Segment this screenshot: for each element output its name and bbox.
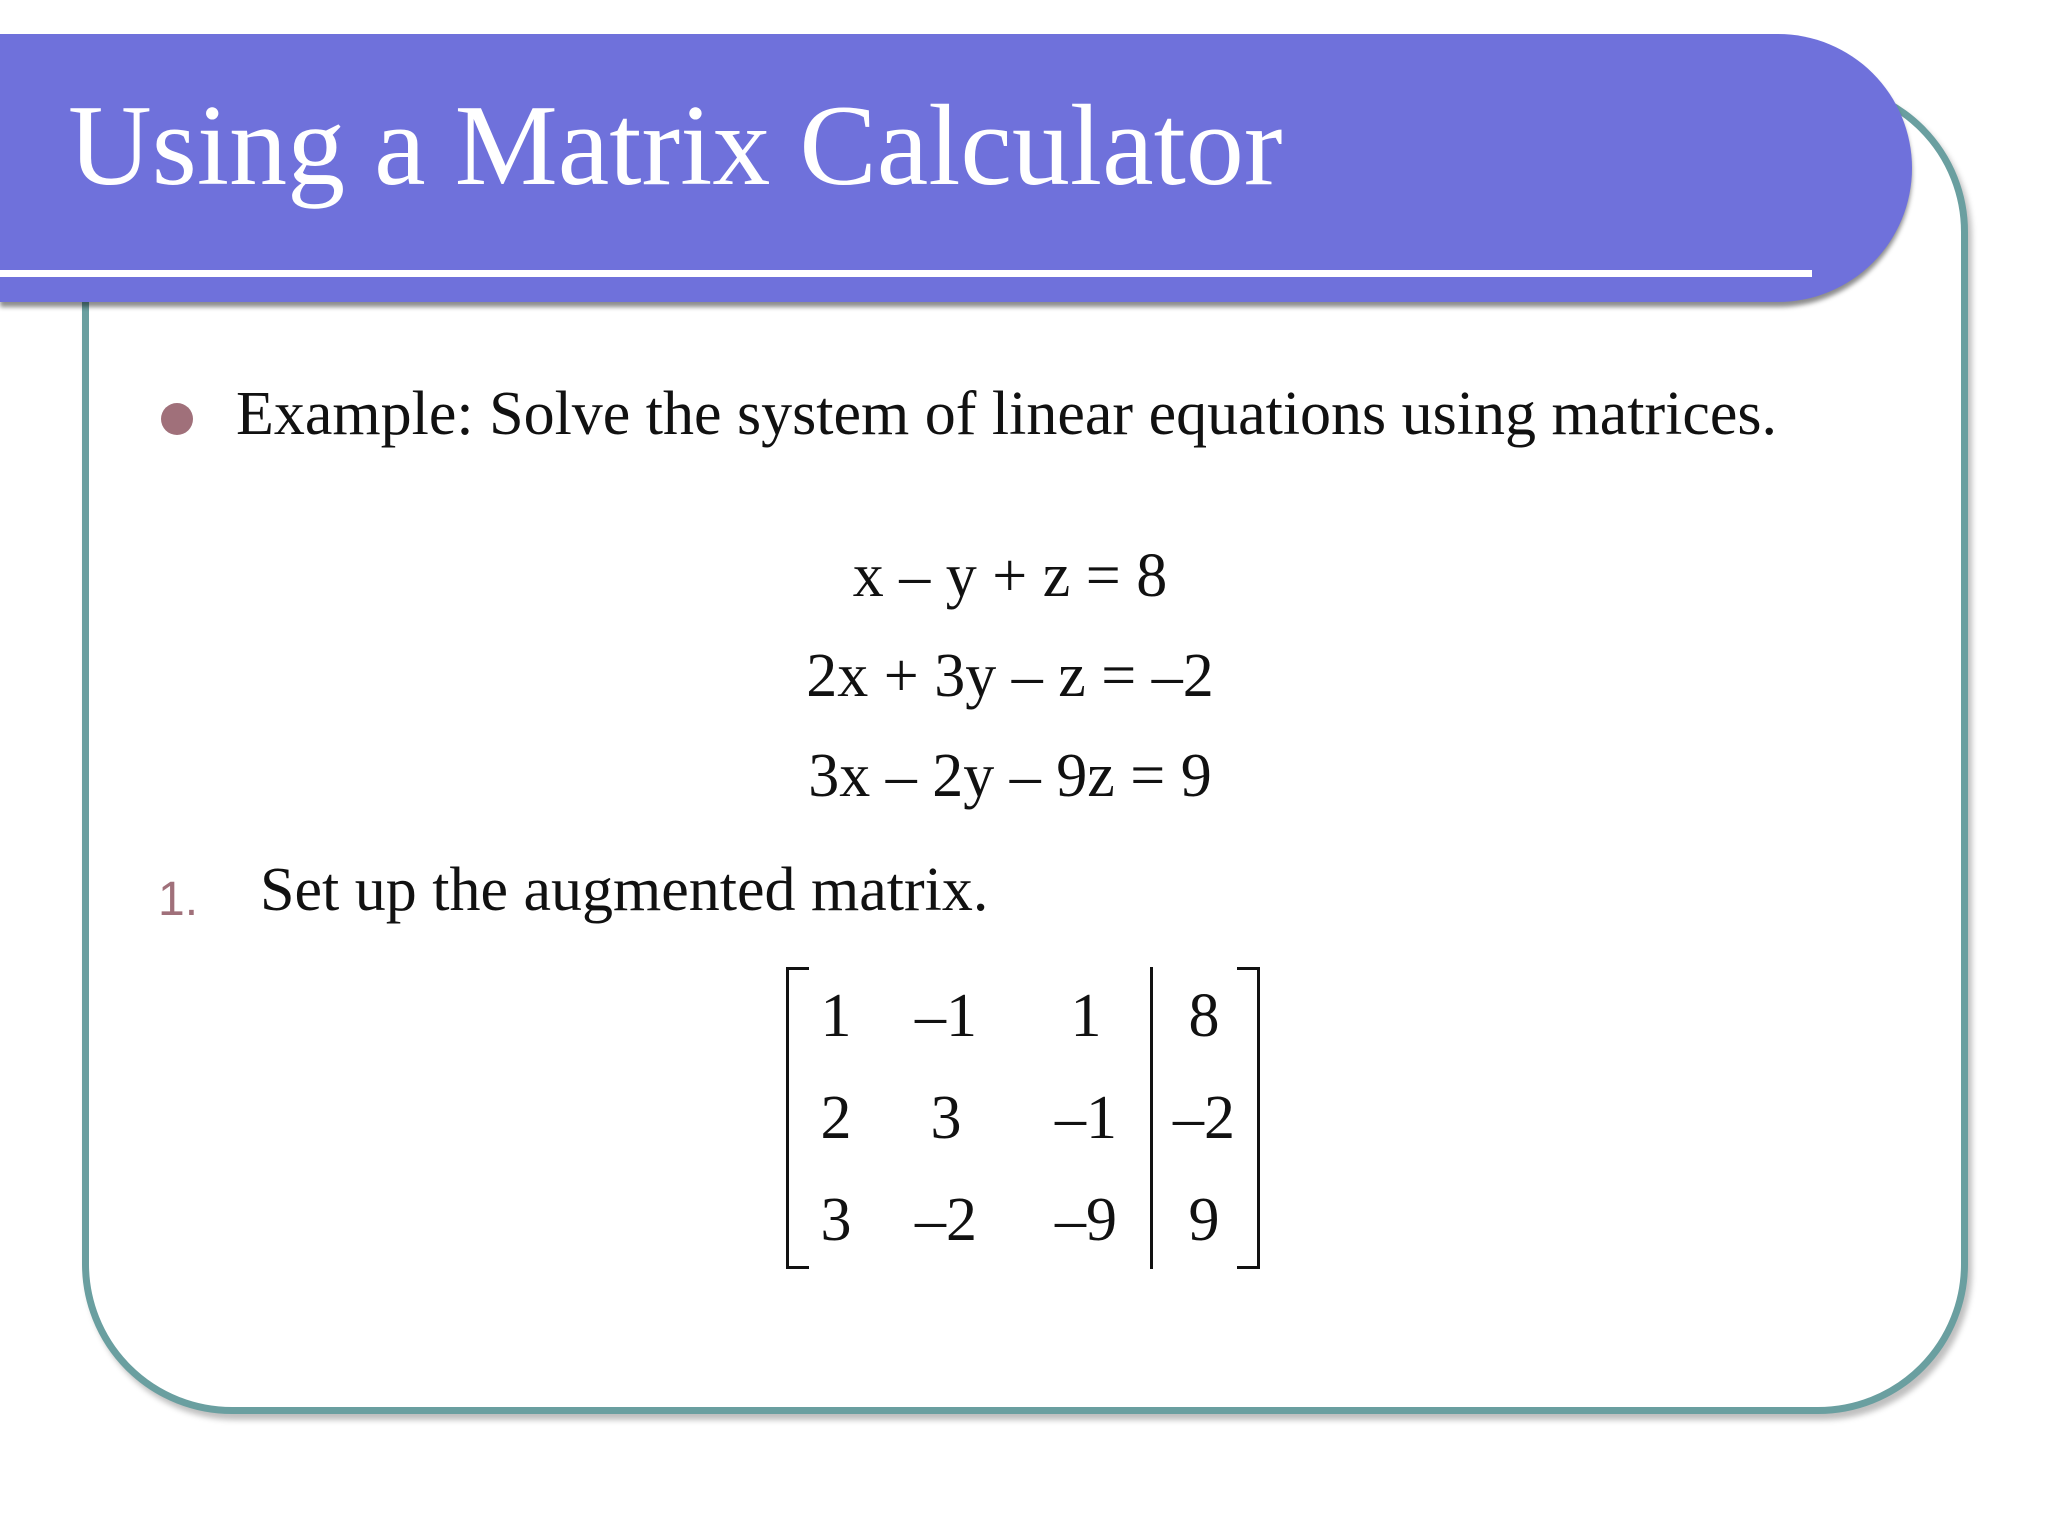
equation-3: 3x – 2y – 9z = 9 — [808, 742, 1212, 810]
example-text: Example: Solve the system of linear equations using matrices. — [236, 380, 1778, 448]
augmented-matrix — [786, 967, 1260, 1267]
matrix-cell-r3c3: –9 — [1055, 1186, 1117, 1254]
equation-system — [760, 526, 1260, 826]
matrix-cell-r1c2: –1 — [915, 982, 977, 1050]
bullet-icon — [161, 403, 193, 435]
step-number: 1. — [158, 873, 199, 926]
slide-title: Using a Matrix Calculator — [68, 82, 1283, 210]
matrix-cell-r2c2: 3 — [930, 1084, 962, 1152]
matrix-cell-r2c3: –1 — [1055, 1084, 1117, 1152]
matrix-cell-r3c1: 3 — [820, 1186, 852, 1254]
matrix-cell-r2c4: –2 — [1173, 1084, 1235, 1152]
step-text: Set up the augmented matrix. — [260, 856, 989, 924]
matrix-cell-r1c3: 1 — [1070, 982, 1102, 1050]
equation-1: x – y + z = 8 — [852, 542, 1168, 610]
matrix-cell-r1c1: 1 — [820, 982, 852, 1050]
matrix-cell-r3c2: –2 — [915, 1186, 977, 1254]
equation-2: 2x + 3y – z = –2 — [806, 642, 1214, 710]
matrix-cell-r1c4: 8 — [1188, 982, 1220, 1050]
matrix-cell-r2c1: 2 — [820, 1084, 852, 1152]
matrix-cell-r3c4: 9 — [1188, 1186, 1220, 1254]
